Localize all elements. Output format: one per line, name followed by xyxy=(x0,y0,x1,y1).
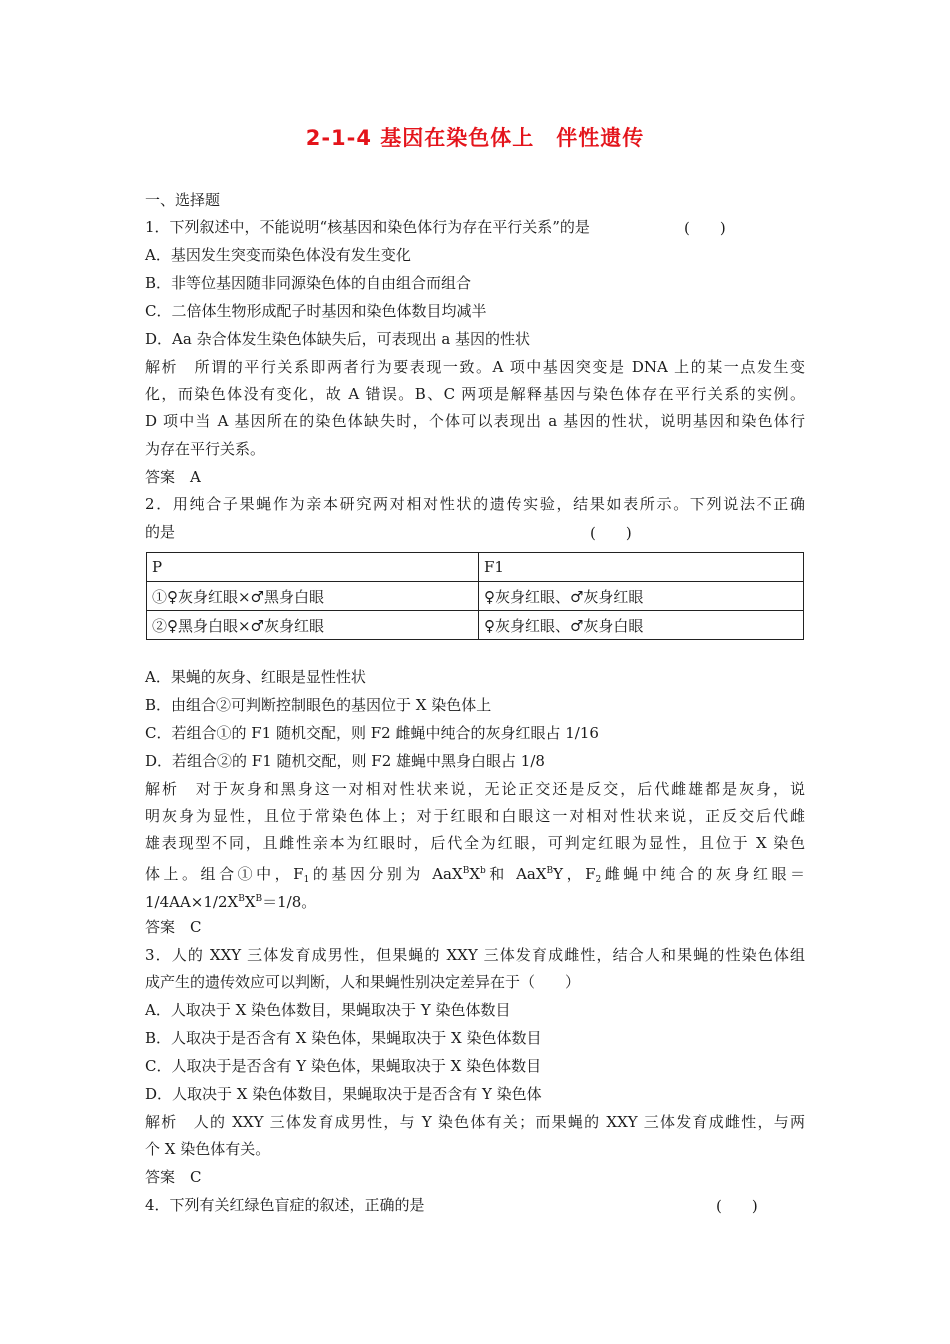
q1-option-d: D．Aa 杂合体发生染色体缺失后，可表现出 a 基因的性状 xyxy=(145,330,531,348)
q1-analysis-line: 化，而染色体没有变化，故 A 错误。B、C 两项是解释基因与染色体存在平行关系的实例。 xyxy=(145,385,805,403)
q1-stem: 1．下列叙述中，不能说明“核基因和染色体行为存在平行关系”的是 xyxy=(145,218,590,236)
table-header-cell: P xyxy=(147,553,479,582)
q3-option-d: D．人取决于 X 染色体数目，果蝇取决于是否含有 Y 染色体 xyxy=(145,1085,542,1103)
q1-option-b: B．非等位基因随非同源染色体的自由组合而组合 xyxy=(145,274,472,292)
q1-analysis-line: 为存在平行关系。 xyxy=(145,440,266,458)
q2-analysis-line: 体上。组合①中，$F_1$的基因分别为 $AaX^BX^b$和 AaX$^B$Y，$F_2$雌蝇中纯合的灰身红眼＝ xyxy=(145,865,805,885)
q2-answer-blank: ( ) xyxy=(590,524,632,542)
q2-analysis-line: 解析 对于灰身和黑身这一对相对性状来说，无论正交还是反交，后代雌雄都是灰身，说 xyxy=(145,780,805,798)
table-cell: ♀灰身红眼、♂灰身红眼 xyxy=(479,582,804,611)
q3-stem: 3．人的 XXY 三体发育成男性，但果蝇的 XXY 三体发育成雌性，结合人和果蝇的性染色体组 xyxy=(145,946,805,964)
table-header-row xyxy=(147,553,804,582)
table-header-cell: F1 xyxy=(479,553,804,582)
q1-analysis-line: D 项中当 A 基因所在的染色体缺失时，个体可以表现出 a 基因的性状，说明基因和染色体行 xyxy=(145,412,805,430)
q3-answer: 答案 C xyxy=(145,1168,202,1186)
q3-analysis-line: 个 X 染色体有关。 xyxy=(145,1140,271,1158)
q2-option-a: A．果蝇的灰身、红眼是显性性状 xyxy=(145,668,366,686)
q3-stem-cont: 成产生的遗传效应可以判断，人和果蝇性别决定差异在于（ ） xyxy=(145,973,581,991)
q3-analysis-line: 解析 人的 XXY 三体发育成男性，与 Y 染色体有关；而果蝇的 XXY 三体发育成雌性，与两 xyxy=(145,1113,805,1131)
q1-answer-blank: ( ) xyxy=(684,219,726,237)
q1-option-c: C．二倍体生物形成配子时基因和染色体数目均减半 xyxy=(145,302,487,320)
q1-analysis-line: 解析 所谓的平行关系即两者行为要表现一致。A 项中基因突变是 DNA 上的某一点发生变 xyxy=(145,358,805,376)
q2-stem: 2．用纯合子果蝇作为亲本研究两对相对性状的遗传实验，结果如表所示。下列说法不正确 xyxy=(145,495,805,513)
cross-results-table xyxy=(146,552,804,640)
q2-option-c: C．若组合①的 F1 随机交配，则 F2 雌蝇中纯合的灰身红眼占 1/16 xyxy=(145,724,599,742)
q2-stem-cont: 的是 xyxy=(145,523,176,541)
table-cell: ①♀灰身红眼×♂黑身白眼 xyxy=(147,582,479,611)
table-cell: ②♀黑身白眼×♂灰身红眼 xyxy=(147,611,479,640)
q3-option-b: B．人取决于是否含有 X 染色体，果蝇取决于 X 染色体数目 xyxy=(145,1029,542,1047)
table-cell: ♀灰身红眼、♂灰身白眼 xyxy=(479,611,804,640)
q2-analysis-line: 雄表现型不同，且雌性亲本为红眼时，后代全为红眼，可判定红眼为显性，且位于 X 染色 xyxy=(145,834,805,852)
table-row xyxy=(147,611,804,640)
q2-answer: 答案 C xyxy=(145,918,202,936)
section-heading: 一、选择题 xyxy=(145,191,221,209)
q4-answer-blank: ( ) xyxy=(716,1197,758,1215)
q4-stem: 4．下列有关红绿色盲症的叙述，正确的是 xyxy=(145,1196,425,1214)
q1-option-a: A．基因发生突变而染色体没有发生变化 xyxy=(145,246,411,264)
q2-option-d: D．若组合②的 F1 随机交配，则 F2 雄蝇中黑身白眼占 1/8 xyxy=(145,752,545,770)
q3-option-c: C．人取决于是否含有 Y 染色体，果蝇取决于 X 染色体数目 xyxy=(145,1057,542,1075)
q3-option-a: A．人取决于 X 染色体数目，果蝇取决于 Y 染色体数目 xyxy=(145,1001,511,1019)
page-title: 2-1-4 基因在染色体上 伴性遗传 xyxy=(305,126,645,150)
q1-answer: 答案 A xyxy=(145,468,201,486)
table-row xyxy=(147,582,804,611)
q2-analysis-line: 明灰身为显性，且位于常染色体上；对于红眼和白眼这一对相对性状来说，正反交后代雌 xyxy=(145,807,805,825)
q2-analysis-line: $1/4AA\times 1/2X^BX^B=1/8$。 xyxy=(145,893,317,911)
q2-option-b: B．由组合②可判断控制眼色的基因位于 X 染色体上 xyxy=(145,696,492,714)
